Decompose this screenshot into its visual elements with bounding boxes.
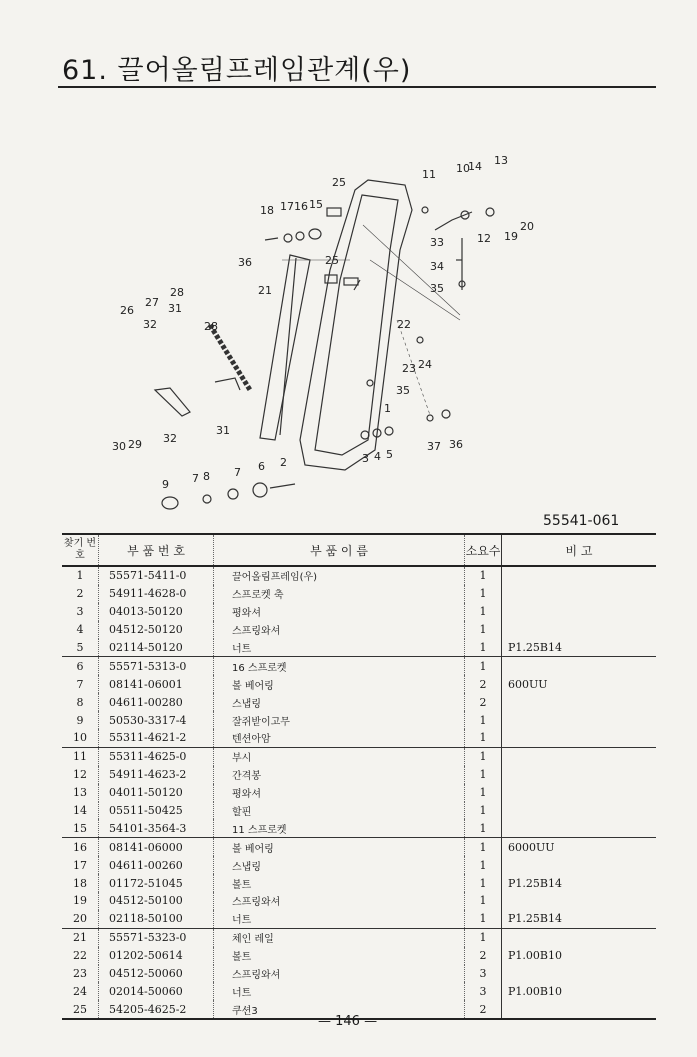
table-row xyxy=(62,910,656,928)
row-part-name: 간격봉 xyxy=(214,766,465,784)
row-remark: P1.25B14 xyxy=(508,876,562,890)
row-part-number: 04013-50120 xyxy=(99,603,214,621)
row-part-number: 04512-50120 xyxy=(99,621,214,639)
callout-27: 27 xyxy=(145,296,159,309)
page-number: — 146 — xyxy=(318,1014,378,1029)
row-qty: 2 xyxy=(465,675,502,693)
table-row xyxy=(62,928,656,946)
row-no: 9 xyxy=(62,711,99,729)
table-row xyxy=(62,603,656,621)
row-remark xyxy=(502,693,657,711)
callout-33: 33 xyxy=(430,236,444,249)
row-part-number: 01172-51045 xyxy=(99,874,214,892)
row-part-name: 볼트 xyxy=(214,947,465,965)
row-part-number: 54101-3564-3 xyxy=(99,819,214,837)
callout-10: 10 xyxy=(456,162,470,175)
row-qty: 1 xyxy=(465,766,502,784)
callout-32: 32 xyxy=(143,318,157,331)
header-remark: 비 고 xyxy=(502,534,657,566)
row-qty: 1 xyxy=(465,856,502,874)
table-row xyxy=(62,892,656,910)
callout-20: 20 xyxy=(520,220,534,233)
row-remark: P1.00B10 xyxy=(508,984,562,998)
callout-32b: 32 xyxy=(163,432,177,445)
row-part-number: 02114-50120 xyxy=(99,639,214,657)
row-part-name: 스냅링 xyxy=(214,693,465,711)
diagram-callouts xyxy=(112,154,534,491)
row-remark xyxy=(502,892,657,910)
row-no: 13 xyxy=(62,784,99,802)
page-title: 61. 끌어올림프레임관계(우) xyxy=(62,55,412,86)
table-row xyxy=(62,729,656,747)
row-qty: 1 xyxy=(465,802,502,820)
row-part-number: 08141-06000 xyxy=(99,838,214,856)
row-qty: 1 xyxy=(465,566,502,585)
callout-21: 21 xyxy=(258,284,272,297)
header-qty: 소요수 xyxy=(465,534,502,566)
row-qty: 1 xyxy=(465,784,502,802)
table-row xyxy=(62,639,656,657)
row-part-number: 05511-50425 xyxy=(99,802,214,820)
row-no: 20 xyxy=(62,910,99,928)
header-part-number: 부 품 번 호 xyxy=(99,534,214,566)
row-remark xyxy=(502,856,657,874)
table-row xyxy=(62,982,656,1000)
row-no: 24 xyxy=(62,982,99,1000)
row-no: 23 xyxy=(62,965,99,983)
row-part-name: 너트 xyxy=(214,639,465,657)
callout-7b: 7 xyxy=(234,466,241,479)
row-no: 2 xyxy=(62,585,99,603)
row-qty: 2 xyxy=(465,947,502,965)
row-part-name: 16 스프로켓 xyxy=(214,657,465,675)
row-qty: 1 xyxy=(465,747,502,765)
row-part-name: 너트 xyxy=(214,982,465,1000)
row-part-name: 잘쥐받이고무 xyxy=(214,711,465,729)
callout-9: 9 xyxy=(162,478,169,491)
table-row xyxy=(62,657,656,675)
row-qty: 1 xyxy=(465,819,502,837)
row-part-number: 54911-4628-0 xyxy=(99,585,214,603)
row-remark xyxy=(502,621,657,639)
callout-28: 28 xyxy=(170,286,184,299)
row-no: 1 xyxy=(62,566,99,585)
row-part-name: 스프링와셔 xyxy=(214,621,465,639)
row-part-name: 스프링와셔 xyxy=(214,965,465,983)
row-remark: 6000UU xyxy=(508,840,555,854)
callout-36: 36 xyxy=(238,256,252,269)
row-part-name: 11 스프로켓 xyxy=(214,819,465,837)
row-remark xyxy=(502,729,657,747)
callout-28b: 28 xyxy=(204,320,218,333)
callout-3: 3 xyxy=(362,452,369,465)
table-row xyxy=(62,675,656,693)
row-part-name: 끌어올림프레임(우) xyxy=(214,566,465,585)
row-qty: 1 xyxy=(465,729,502,747)
table-row xyxy=(62,585,656,603)
table-row xyxy=(62,838,656,856)
table-row xyxy=(62,747,656,765)
row-part-name: 너트 xyxy=(214,910,465,928)
exploded-parts-diagram xyxy=(100,150,560,520)
row-no: 25 xyxy=(62,1000,99,1019)
row-qty: 2 xyxy=(465,693,502,711)
row-qty: 1 xyxy=(465,910,502,928)
row-no: 3 xyxy=(62,603,99,621)
parts-table xyxy=(62,533,656,1020)
row-no: 16 xyxy=(62,838,99,856)
row-qty: 1 xyxy=(465,928,502,946)
row-qty: 1 xyxy=(465,657,502,675)
row-part-name: 스프링와셔 xyxy=(214,892,465,910)
row-part-number: 08141-06001 xyxy=(99,675,214,693)
row-no: 8 xyxy=(62,693,99,711)
table-row xyxy=(62,856,656,874)
callout-31: 31 xyxy=(168,302,182,315)
row-no: 7 xyxy=(62,675,99,693)
callout-29: 29 xyxy=(128,438,142,451)
callout-25b: 25 xyxy=(325,254,339,267)
row-remark: 600UU xyxy=(508,677,548,691)
callout-19: 19 xyxy=(504,230,518,243)
row-remark xyxy=(502,784,657,802)
table-row xyxy=(62,693,656,711)
row-part-name: 평와셔 xyxy=(214,784,465,802)
callout-16: 16 xyxy=(294,200,308,213)
callout-24: 24 xyxy=(418,358,432,371)
row-part-name: 볼트 xyxy=(214,874,465,892)
callout-6: 6 xyxy=(258,460,265,473)
row-part-name: 텐션아암 xyxy=(214,729,465,747)
table-header-row xyxy=(62,534,656,566)
callout-7: 7 xyxy=(192,472,199,485)
parts-table-body xyxy=(62,566,656,1019)
row-part-number: 02118-50100 xyxy=(99,910,214,928)
row-no: 6 xyxy=(62,657,99,675)
row-remark xyxy=(502,766,657,784)
callout-5: 5 xyxy=(386,448,393,461)
row-qty: 3 xyxy=(465,982,502,1000)
row-qty: 2 xyxy=(465,1000,502,1019)
callout-23: 23 xyxy=(402,362,416,375)
header-part-name: 부 품 이 름 xyxy=(214,534,465,566)
table-row xyxy=(62,802,656,820)
row-no: 10 xyxy=(62,729,99,747)
table-row xyxy=(62,711,656,729)
row-no: 4 xyxy=(62,621,99,639)
table-row xyxy=(62,947,656,965)
table-row xyxy=(62,965,656,983)
callout-8: 8 xyxy=(203,470,210,483)
table-row xyxy=(62,784,656,802)
row-qty: 1 xyxy=(465,892,502,910)
row-no: 21 xyxy=(62,928,99,946)
callout-37: 37 xyxy=(427,440,441,453)
diagram-code: 55541-061 xyxy=(543,513,620,529)
row-remark xyxy=(502,747,657,765)
row-remark: P1.00B10 xyxy=(508,949,562,963)
row-no: 5 xyxy=(62,639,99,657)
row-no: 19 xyxy=(62,892,99,910)
row-part-number: 54205-4625-2 xyxy=(99,1000,214,1019)
row-remark xyxy=(502,711,657,729)
row-part-name: 부시 xyxy=(214,747,465,765)
callout-30: 30 xyxy=(112,440,126,453)
callout-1: 1 xyxy=(384,402,391,415)
header-no: 찾기 번호 xyxy=(62,534,99,566)
row-part-number: 55571-5411-0 xyxy=(99,566,214,585)
row-remark xyxy=(502,819,657,837)
row-remark: P1.25B14 xyxy=(502,910,657,928)
table-row xyxy=(62,874,656,892)
row-qty: 3 xyxy=(465,965,502,983)
row-part-number: 04011-50120 xyxy=(99,784,214,802)
row-no: 14 xyxy=(62,802,99,820)
callout-4: 4 xyxy=(374,450,381,463)
row-remark xyxy=(502,566,657,585)
row-remark xyxy=(502,965,657,983)
row-remark xyxy=(502,657,657,675)
row-part-name: 할핀 xyxy=(214,802,465,820)
callout-35: 35 xyxy=(430,282,444,295)
callout-14: 14 xyxy=(468,160,482,173)
row-no: 18 xyxy=(62,874,99,892)
row-part-number: 04611-00260 xyxy=(99,856,214,874)
table-row xyxy=(62,819,656,837)
row-part-number: 04512-50100 xyxy=(99,892,214,910)
row-part-number: 02014-50060 xyxy=(99,982,214,1000)
row-qty: 1 xyxy=(465,874,502,892)
row-remark: P1.25B14 xyxy=(502,639,657,657)
row-qty: 1 xyxy=(465,603,502,621)
callout-11: 11 xyxy=(422,168,436,181)
callout-15: 15 xyxy=(309,198,323,211)
callout-25: 25 xyxy=(332,176,346,189)
row-part-number: 04611-00280 xyxy=(99,693,214,711)
row-qty: 1 xyxy=(465,711,502,729)
table-row xyxy=(62,621,656,639)
row-part-number: 50530-3317-4 xyxy=(99,711,214,729)
row-no: 12 xyxy=(62,766,99,784)
row-remark xyxy=(502,1000,657,1019)
row-part-name: 스냅링 xyxy=(214,856,465,874)
row-no: 11 xyxy=(62,747,99,765)
callout-34: 34 xyxy=(430,260,444,273)
callout-35b: 35 xyxy=(396,384,410,397)
row-part-name: 볼 베어링 xyxy=(214,838,465,856)
callout-22: 22 xyxy=(397,318,411,331)
row-part-number: 55311-4621-2 xyxy=(99,729,214,747)
row-no: 15 xyxy=(62,819,99,837)
callout-31b: 31 xyxy=(216,424,230,437)
title-rule xyxy=(58,86,656,88)
callout-18: 18 xyxy=(260,204,274,217)
row-part-number: 54911-4623-2 xyxy=(99,766,214,784)
row-no: 17 xyxy=(62,856,99,874)
callout-12: 12 xyxy=(477,232,491,245)
row-remark xyxy=(502,928,657,946)
row-remark xyxy=(502,802,657,820)
row-part-name: 평와셔 xyxy=(214,603,465,621)
row-remark xyxy=(502,585,657,603)
table-row xyxy=(62,766,656,784)
row-qty: 1 xyxy=(465,621,502,639)
row-part-name: 체인 레일 xyxy=(214,928,465,946)
row-part-number: 55571-5323-0 xyxy=(99,928,214,946)
callout-17: 17 xyxy=(280,200,294,213)
row-part-number: 55571-5313-0 xyxy=(99,657,214,675)
row-part-number: 04512-50060 xyxy=(99,965,214,983)
callout-13: 13 xyxy=(494,154,508,167)
row-qty: 1 xyxy=(465,585,502,603)
row-part-name: 쿠션3 xyxy=(214,1000,465,1019)
row-part-number: 01202-50614 xyxy=(99,947,214,965)
callout-36b: 36 xyxy=(449,438,463,451)
row-qty: 1 xyxy=(465,639,502,657)
row-part-name: 볼 베어링 xyxy=(214,675,465,693)
row-qty: 1 xyxy=(465,838,502,856)
row-part-number: 55311-4625-0 xyxy=(99,747,214,765)
callout-26: 26 xyxy=(120,304,134,317)
table-row xyxy=(62,566,656,585)
row-no: 22 xyxy=(62,947,99,965)
callout-2: 2 xyxy=(280,456,287,469)
row-part-name: 스프로켓 축 xyxy=(214,585,465,603)
row-remark xyxy=(502,603,657,621)
